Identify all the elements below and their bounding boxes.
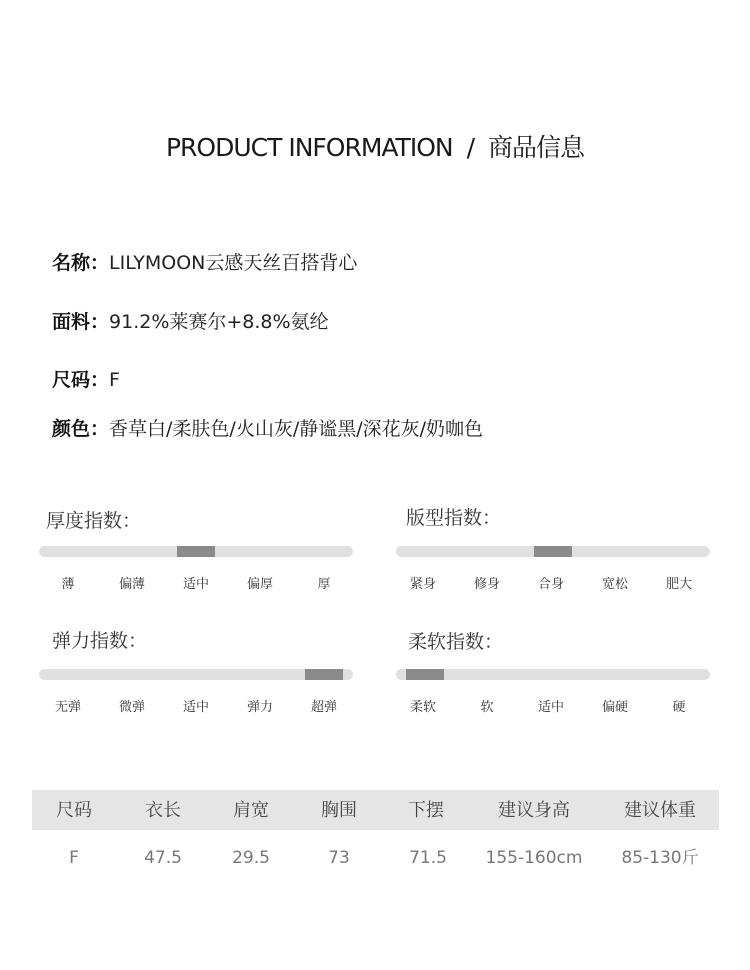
thickness-label-slightly-thick: 偏厚 xyxy=(246,577,273,592)
elasticity-label-super: 超弹 xyxy=(310,700,337,715)
header-length: 衣长 xyxy=(145,800,181,821)
fit-label-oversized: 肥大 xyxy=(665,577,692,592)
cell-shoulder: 29.5 xyxy=(232,848,270,868)
thickness-index-track xyxy=(39,546,353,557)
info-name-label: 名称： xyxy=(52,252,110,274)
softness-index-marker xyxy=(406,669,444,680)
fit-label-tight: 紧身 xyxy=(409,577,436,592)
fit-index-marker xyxy=(534,546,572,557)
size-table xyxy=(32,790,719,884)
info-size-value: F xyxy=(109,369,120,391)
table-row xyxy=(32,830,719,884)
fit-index-title: 版型指数： xyxy=(406,507,502,529)
elasticity-index-track xyxy=(39,669,353,680)
softness-label-medium: 适中 xyxy=(537,700,564,715)
header-weight: 建议体重 xyxy=(624,800,696,821)
header-size: 尺码 xyxy=(56,800,92,821)
info-fabric-label: 面料： xyxy=(52,311,110,333)
softness-label-soft: 柔软 xyxy=(409,700,436,715)
elasticity-index-labels xyxy=(36,696,356,716)
cell-chest: 73 xyxy=(328,848,350,868)
softness-label-slightly-hard: 偏硬 xyxy=(601,700,628,715)
thickness-index-labels xyxy=(36,573,356,593)
fit-index-track xyxy=(396,546,710,557)
info-color-row xyxy=(52,414,483,441)
fit-label-loose: 宽松 xyxy=(601,577,628,592)
header-hem: 下摆 xyxy=(408,800,444,821)
thickness-index-title: 厚度指数： xyxy=(46,510,142,532)
info-name-row xyxy=(52,248,357,275)
thickness-label-thin: 薄 xyxy=(61,577,75,592)
header-shoulder: 肩宽 xyxy=(233,800,269,821)
info-size-label: 尺码： xyxy=(52,369,110,391)
elasticity-label-elastic: 弹力 xyxy=(246,700,273,715)
cell-size: F xyxy=(69,848,79,868)
softness-index-title: 柔软指数： xyxy=(408,631,504,653)
cell-hem: 71.5 xyxy=(409,848,447,868)
size-table-header xyxy=(32,790,719,830)
cell-height: 155-160cm xyxy=(485,848,583,868)
elasticity-label-medium: 适中 xyxy=(182,700,209,715)
info-fabric-row xyxy=(52,307,329,334)
cell-length: 47.5 xyxy=(144,848,182,868)
softness-index-track xyxy=(396,669,710,680)
title-english: PRODUCT INFORMATION xyxy=(165,133,453,162)
elasticity-label-slight: 微弹 xyxy=(118,700,145,715)
info-name-value: LILYMOON云感天丝百搭背心 xyxy=(109,252,358,274)
elasticity-index-title: 弹力指数： xyxy=(52,630,148,652)
info-size-row xyxy=(52,365,120,392)
fit-label-slim: 修身 xyxy=(473,577,500,592)
fit-index-labels xyxy=(391,573,711,593)
thickness-label-thick: 厚 xyxy=(317,577,331,592)
header-chest: 胸围 xyxy=(321,800,357,821)
page-title xyxy=(0,128,750,164)
elasticity-index-marker xyxy=(305,669,343,680)
thickness-label-medium: 适中 xyxy=(182,577,209,592)
info-fabric-value: 91.2%莱赛尔+8.8%氨纶 xyxy=(109,311,329,333)
cell-weight: 85-130斤 xyxy=(621,848,699,868)
title-chinese: 商品信息 xyxy=(488,133,585,162)
softness-label-softer: 软 xyxy=(480,700,494,715)
elasticity-label-none: 无弹 xyxy=(54,700,81,715)
header-height: 建议身高 xyxy=(498,800,570,821)
title-separator: / xyxy=(466,133,475,162)
softness-label-hard: 硬 xyxy=(672,700,686,715)
thickness-label-slightly-thin: 偏薄 xyxy=(118,577,145,592)
fit-label-regular: 合身 xyxy=(537,577,564,592)
info-color-value: 香草白/柔肤色/火山灰/静谧黑/深花灰/奶咖色 xyxy=(109,418,484,440)
thickness-index-marker xyxy=(177,546,215,557)
softness-index-labels xyxy=(391,696,711,716)
info-color-label: 颜色： xyxy=(52,418,110,440)
